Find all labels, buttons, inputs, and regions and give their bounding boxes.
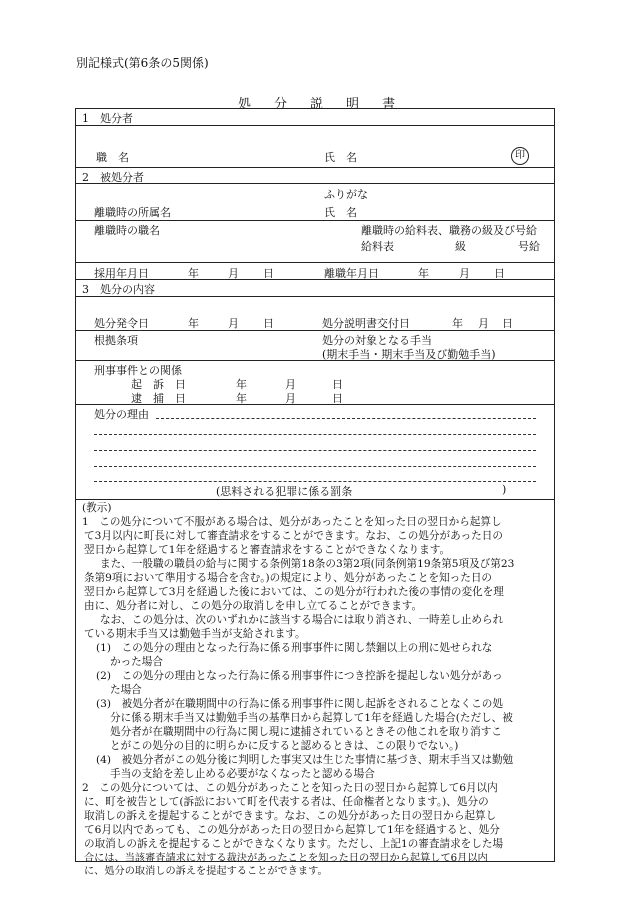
month-unit: 月: [478, 317, 489, 330]
job-at-leave-label: 離職時の職名: [94, 224, 160, 237]
penalty-clause-close: ): [502, 483, 507, 496]
furigana-label: ふりがな: [324, 188, 368, 201]
note-line: (2) この処分の理由となった行為に係る刑事事件につき控訴を提起しない処分があっ: [96, 670, 503, 682]
grade-label: 級: [455, 240, 466, 253]
reason-line: [94, 450, 536, 451]
year-unit: 年: [236, 392, 247, 405]
day-unit: 日: [332, 378, 343, 391]
note-line: とがこの処分の目的に明らかに反すると認めるときは、この限りでない。): [110, 740, 459, 752]
criminal-case-label: 刑事事件との関係: [94, 364, 182, 377]
note-line: 処分者が在職期間中の行為に関し現に逮捕されているときその他これを取り消すこ: [110, 726, 502, 738]
note-line: 手当の支給を差し止める必要がなくなったと認める場合: [110, 768, 375, 780]
note-line: に、処分の取消しの訴えを提起することができます。: [84, 866, 328, 877]
note-line: また、一般職の職員の給与に関する条例第18条の3第2項(同条例第19条第5項及び第23: [100, 558, 515, 570]
reason-line: [94, 434, 536, 435]
note-line: 2 この処分については、この処分があったことを知った日の翌日から起算して6月以内: [82, 782, 498, 794]
indictment-date-label: 起 訴 日: [131, 378, 186, 391]
day-unit: 日: [502, 317, 513, 330]
note-line: なお、この処分は、次のいずれかに該当する場合には取り消され、一時差し止められ: [100, 614, 504, 626]
year-unit: 年: [236, 378, 247, 391]
affiliation-label: 離職時の所属名: [94, 206, 171, 219]
note-line: 分に係る期末手当又は勤勉手当の基準日から起算して1年を経過した場合(ただし、被: [110, 712, 513, 724]
rule: [75, 167, 555, 168]
day-unit: 日: [263, 317, 274, 330]
note-line: に、町を被告として(訴訟において町を代表する者は、任命権者となります。)、処分の: [84, 796, 489, 808]
rule: [75, 125, 555, 126]
reason-line: [94, 481, 536, 482]
note-line: て3月以内に町長に対して審査請求をすることができます。なお、この処分があった日の: [84, 530, 503, 542]
issue-date-label: 処分発令日: [94, 317, 149, 330]
rule: [75, 499, 555, 500]
day-unit: 日: [332, 392, 343, 405]
form-header: 別記様式(第6条の5関係): [76, 56, 209, 70]
leave-date-label: 離職年月日: [324, 267, 379, 280]
title-char: 分: [274, 97, 288, 112]
section2-heading: 2 被処分者: [82, 171, 144, 184]
title-char: 書: [382, 97, 396, 112]
month-unit: 月: [228, 267, 239, 280]
month-unit: 月: [285, 392, 296, 405]
section3-heading: 3 処分の内容: [82, 283, 155, 296]
year-unit: 年: [188, 317, 199, 330]
salary-label: 離職時の給料表、職務の級及び号給: [361, 224, 537, 237]
section1-heading: 1 処分者: [82, 112, 133, 125]
reason-label: 処分の理由: [94, 408, 149, 421]
note-line: 条第9項において準用する場合を含む。)の規定により、処分があったことを知った日の: [84, 572, 493, 584]
subject-name-label: 氏 名: [324, 206, 357, 219]
note-line: 1 この処分について不服がある場合は、処分があったことを知った日の翌日から起算し: [82, 516, 502, 528]
reason-line: [94, 466, 536, 467]
hire-date-label: 採用年月日: [94, 267, 149, 280]
note-line: 翌日から起算して3月を経過した後においては、この処分が行われた後の事情の変化を理: [84, 586, 504, 598]
month-unit: 月: [285, 378, 296, 391]
reason-line: [156, 418, 536, 419]
note-line: 由に、処分者に対し、この処分の取消しを申し立てることができます。: [84, 600, 423, 612]
rule: [75, 220, 555, 221]
day-unit: 日: [494, 267, 505, 280]
target-allowance-value: (期末手当・期末手当及び勤勉手当): [322, 348, 496, 361]
note-line: 取消しの訴えを提起することができます。なお、この処分があった日の翌日から起算し: [84, 810, 497, 822]
day-unit: 日: [263, 267, 274, 280]
note-line: 合には、当該審査請求に対する裁決があったことを知った日の翌日から起算して6月以内: [84, 853, 488, 864]
arrest-date-label: 逮 捕 日: [131, 392, 186, 405]
target-allowance-label: 処分の対象となる手当: [322, 334, 432, 347]
year-unit: 年: [452, 317, 463, 330]
year-unit: 年: [188, 267, 199, 280]
delivery-date-label: 処分説明書交付日: [322, 317, 410, 330]
penalty-clause-label: (思料される犯罪に係る罰条: [216, 485, 353, 498]
note-line: (4) 被処分者がこの処分後に判明した事実又は生じた事情に基づき、期末手当又は勤勉: [96, 754, 514, 766]
note-line: かった場合: [110, 656, 163, 668]
basis-label: 根拠条項: [94, 334, 138, 347]
note-line: (1) この処分の理由となった行為に係る刑事事件に関し禁錮以上の刑に処せられな: [96, 642, 493, 654]
note-line: ている期末手当又は勤勉手当が支給されます。: [84, 628, 306, 640]
year-unit: 年: [418, 267, 429, 280]
job-title-label: 職 名: [96, 151, 129, 164]
note-line: て6月以内であっても、この処分があった日の翌日から起算して1年を経過すると、処分: [84, 824, 500, 836]
note-line: の取消しの訴えを提起することができなくなります。ただし、上記1の審査請求をした場: [84, 838, 504, 850]
note-line: (3) 被処分者が在職期間中の行為に係る刑事事件に関し起訴をされることなくこの処: [96, 698, 503, 710]
seal-mark: 印: [511, 147, 529, 165]
note-line: た場合: [110, 684, 142, 696]
salary-table-label: 給料表: [361, 240, 394, 253]
rule: [75, 262, 555, 263]
title-char: 処: [238, 97, 252, 112]
month-unit: 月: [459, 267, 470, 280]
rule: [75, 183, 555, 184]
title-char: 説: [310, 97, 324, 112]
note-line: 翌日から起算して1年を経過すると審査請求をすることができなくなります。: [84, 544, 451, 556]
notes-heading: (教示): [82, 502, 112, 514]
step-label: 号給: [518, 240, 540, 253]
month-unit: 月: [228, 317, 239, 330]
title-char: 明: [346, 97, 360, 112]
name-label: 氏 名: [324, 151, 357, 164]
